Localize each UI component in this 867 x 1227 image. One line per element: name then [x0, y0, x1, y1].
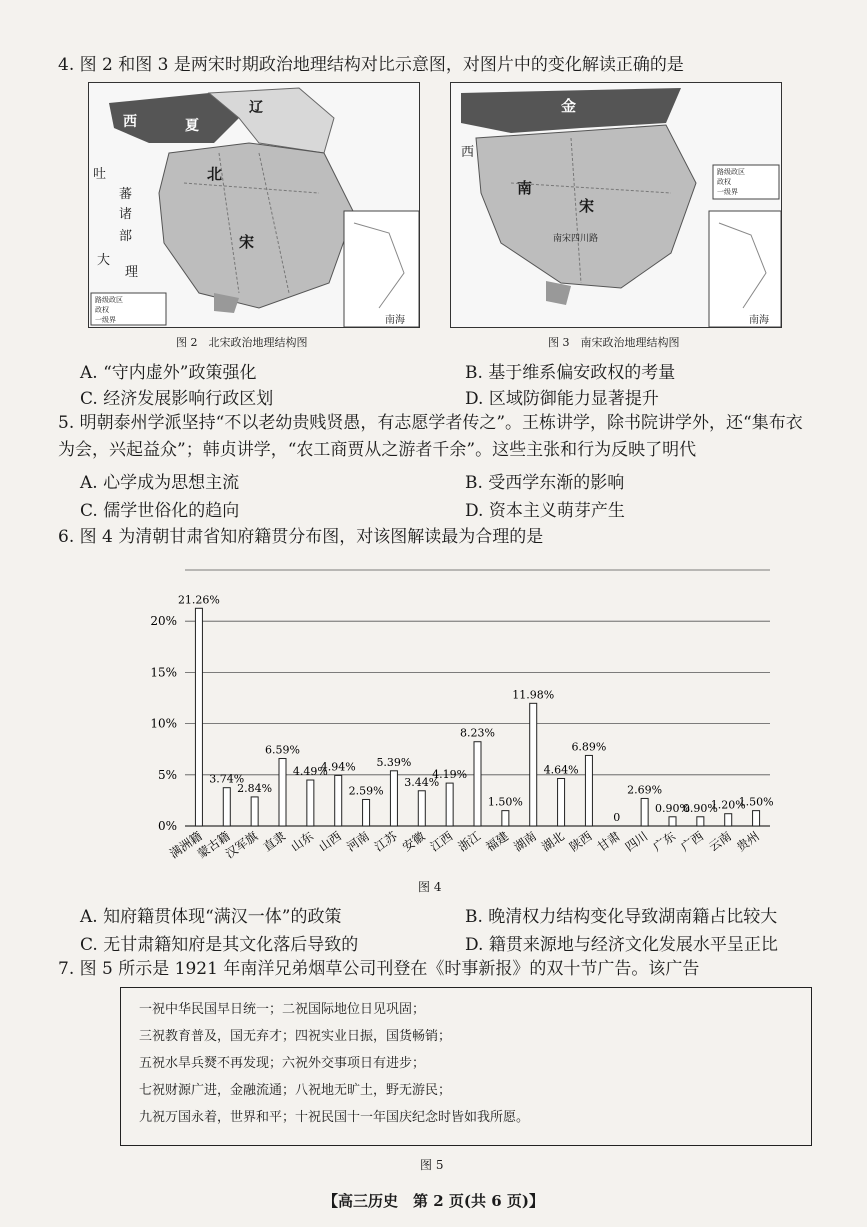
south-sea-inset: [344, 211, 419, 327]
category-label-贵州: 贵州: [734, 828, 762, 855]
q6-option-d[interactable]: D. 籍贯来源地与经济文化发展水平呈正比: [465, 935, 778, 955]
q5-option-a[interactable]: A. 心学成为思想主流: [80, 473, 240, 493]
map2-label-zhu: 诸: [119, 207, 133, 222]
category-label-蒙古籍: 蒙古籍: [194, 828, 233, 862]
bar-湖北: [558, 778, 565, 826]
y-tick-label-10: 10%: [150, 716, 177, 731]
southern-song-map: [450, 82, 782, 328]
map2-label-liao: 辽: [249, 100, 263, 116]
data-label-广东: 0.90%: [655, 801, 690, 815]
data-label-河南: 2.59%: [348, 784, 384, 798]
q5-option-c[interactable]: C. 儒学世俗化的趋向: [80, 501, 240, 521]
category-label-江苏: 江苏: [371, 828, 400, 855]
q4-option-b[interactable]: B. 基于维系偏安政权的考量: [465, 363, 676, 383]
question-4-stem: 4. 图 2 和图 3 是两宋时期政治地理结构对比示意图，对图片中的变化解读正确的是: [58, 55, 684, 75]
data-label-山东: 4.49%: [292, 765, 328, 779]
map-figures: [88, 82, 808, 352]
figure-5-label: 图 5: [420, 1158, 444, 1172]
bar-满洲籍: [195, 608, 202, 826]
data-label-蒙古籍: 3.74%: [209, 772, 245, 786]
category-label-浙江: 浙江: [455, 828, 484, 855]
category-label-福建: 福建: [483, 828, 512, 855]
map2-label-bei: 北: [207, 165, 223, 183]
bar-贵州: [753, 811, 760, 826]
question-6-stem: 6. 图 4 为清朝甘肃省知府籍贯分布图，对该图解读最为合理的是: [58, 527, 544, 547]
map2-label-bu: 部: [119, 229, 133, 244]
data-label-直隶: 6.59%: [265, 743, 300, 757]
bar-湖南: [530, 703, 537, 826]
map2-caption: 图 2 北宋政治地理结构图: [176, 336, 308, 349]
category-label-山东: 山东: [288, 828, 317, 855]
northern-song-map-drawing: [89, 83, 419, 327]
category-label-陕西: 陕西: [566, 828, 595, 855]
question-7-stem: 7. 图 5 所示是 1921 年南洋兄弟烟草公司刊登在《时事新报》的双十节广告。该广告: [58, 959, 700, 979]
category-label-广西: 广西: [678, 828, 707, 855]
ad-line-2: 三祝教育普及，国无弃才；四祝实业日振，国货畅销；: [139, 1029, 452, 1044]
q4-option-a[interactable]: A. “守内虚外”政策强化: [80, 363, 257, 383]
category-label-山西: 山西: [316, 828, 344, 855]
map3-label-song: 宋: [579, 197, 595, 215]
q6-option-b[interactable]: B. 晚清权力结构变化导致湖南籍占比较大: [465, 907, 778, 927]
data-label-汉军旗: 2.84%: [237, 781, 273, 795]
category-label-直隶: 直隶: [260, 828, 289, 855]
category-label-湖北: 湖北: [539, 828, 567, 855]
bar-福建: [502, 811, 509, 826]
bar-山西: [335, 775, 342, 826]
bar-广东: [669, 817, 676, 826]
category-label-广东: 广东: [650, 828, 679, 855]
data-label-满洲籍: 21.26%: [177, 593, 220, 607]
map2-legend-1: 路级政区: [95, 296, 123, 304]
southern-song-map-drawing: [451, 83, 781, 327]
data-label-贵州: 1.50%: [738, 795, 774, 809]
map2-label-li: 理: [125, 265, 139, 280]
bar-河南: [363, 799, 370, 826]
bar-广西: [697, 817, 704, 826]
map2-label-xi: 西: [123, 114, 137, 130]
bar-直隶: [279, 759, 286, 826]
ad-line-4: 七祝财源广进，金融流通；八祝地无旷土，野无游民；: [139, 1083, 452, 1098]
category-label-湖南: 湖南: [511, 828, 539, 855]
page-footer: 【高三历史 第 2 页(共 6 页)】: [323, 1192, 544, 1210]
map3-legend-3: 一级界: [717, 188, 738, 196]
data-label-江西: 4.19%: [432, 768, 468, 782]
bar-四川: [641, 798, 648, 826]
map3-legend-1: 路级政区: [717, 168, 745, 176]
advertisement-box: [120, 987, 812, 1146]
map3-label-jin: 金: [561, 97, 577, 115]
figure-4-label: 图 4: [418, 880, 442, 894]
data-label-福建: 1.50%: [487, 795, 523, 809]
y-tick-label-0: 0%: [157, 819, 177, 833]
map2-label-tu: 吐: [93, 167, 107, 182]
q4-option-d[interactable]: D. 区域防御能力显著提升: [465, 389, 659, 409]
ad-line-1: 一祝中华民国早日统一；二祝国际地位日见巩固；: [139, 1002, 426, 1017]
map2-label-song: 宋: [239, 233, 255, 251]
map2-legend-3: 一级界: [95, 316, 116, 324]
map3-legend-2: 政权: [717, 178, 731, 186]
q6-option-c[interactable]: C. 无甘肃籍知府是其文化落后导致的: [80, 935, 359, 955]
category-label-甘肃: 甘肃: [594, 828, 623, 855]
map3-label-region: 南宋四川路: [553, 234, 599, 244]
ad-line-5: 九祝万国永着，世界和平；十祝民国十一年国庆纪念时皆如我所愿。: [139, 1110, 530, 1125]
map2-inset-label: 南海: [385, 315, 405, 326]
bar-云南: [725, 814, 732, 826]
northern-song-map: [88, 82, 420, 328]
map2-legend-2: 政权: [95, 306, 109, 314]
y-tick-label-15: 15%: [150, 665, 177, 680]
q5-option-b[interactable]: B. 受西学东渐的影响: [465, 473, 625, 493]
data-label-云南: 1.20%: [710, 798, 746, 812]
map3-label-xi: 西: [461, 145, 475, 160]
data-label-四川: 2.69%: [627, 783, 663, 797]
category-label-江西: 江西: [427, 828, 456, 855]
bar-蒙古籍: [223, 788, 230, 826]
bar-安徽: [418, 791, 425, 826]
bar-江西: [446, 783, 453, 826]
data-label-山西: 4.94%: [320, 760, 356, 774]
map2-label-xia: 夏: [185, 118, 199, 134]
data-label-浙江: 8.23%: [460, 726, 495, 740]
map3-caption: 图 3 南宋政治地理结构图: [548, 336, 680, 349]
question-5-stem: 5. 明朝泰州学派坚持“不以老幼贵贱贤愚，有志愿学者传之”。王栋讲学，除书院讲学外，还“集布衣为会，兴起益众”；韩贞讲学，“农工商贾从之游者千余”。这些主张和行为反映了明代: [58, 413, 803, 460]
category-label-河南: 河南: [344, 828, 372, 855]
category-label-四川: 四川: [622, 828, 651, 855]
bar-汉军旗: [251, 797, 258, 826]
data-label-陕西: 6.89%: [571, 740, 607, 754]
ad-line-3: 五祝水旱兵燹不再发现；六祝外交事项日有进步；: [139, 1056, 426, 1071]
category-label-云南: 云南: [706, 828, 734, 855]
map3-label-nan: 南: [517, 179, 533, 197]
bar-江苏: [390, 771, 397, 826]
category-label-汉军旗: 汉军旗: [222, 828, 261, 862]
bar-浙江: [474, 742, 481, 826]
map2-label-fan: 蕃: [119, 187, 133, 202]
data-label-湖北: 4.64%: [543, 763, 579, 777]
data-label-广西: 0.90%: [682, 801, 718, 815]
data-label-湖南: 11.98%: [512, 688, 555, 702]
q5-option-d[interactable]: D. 资本主义萌芽产生: [465, 501, 625, 521]
data-label-江苏: 5.39%: [376, 755, 412, 769]
y-tick-label-5: 5%: [157, 767, 177, 782]
category-label-安徽: 安徽: [399, 828, 428, 855]
q4-option-c[interactable]: C. 经济发展影响行政区划: [80, 389, 274, 409]
magistrate-origin-chart: [140, 560, 780, 890]
data-label-安徽: 3.44%: [404, 775, 440, 789]
q6-option-a[interactable]: A. 知府籍贯体现“满汉一体”的政策: [80, 907, 342, 927]
category-label-满洲籍: 满洲籍: [167, 828, 205, 862]
data-label-甘肃: 0: [613, 811, 621, 824]
south-sea-inset: [709, 211, 781, 327]
y-tick-label-20: 20%: [150, 614, 177, 629]
bar-陕西: [585, 755, 592, 826]
chart-svg: [140, 560, 780, 890]
bar-山东: [307, 780, 314, 826]
map2-label-da: 大: [97, 253, 111, 268]
map3-inset-label: 南海: [749, 315, 769, 326]
